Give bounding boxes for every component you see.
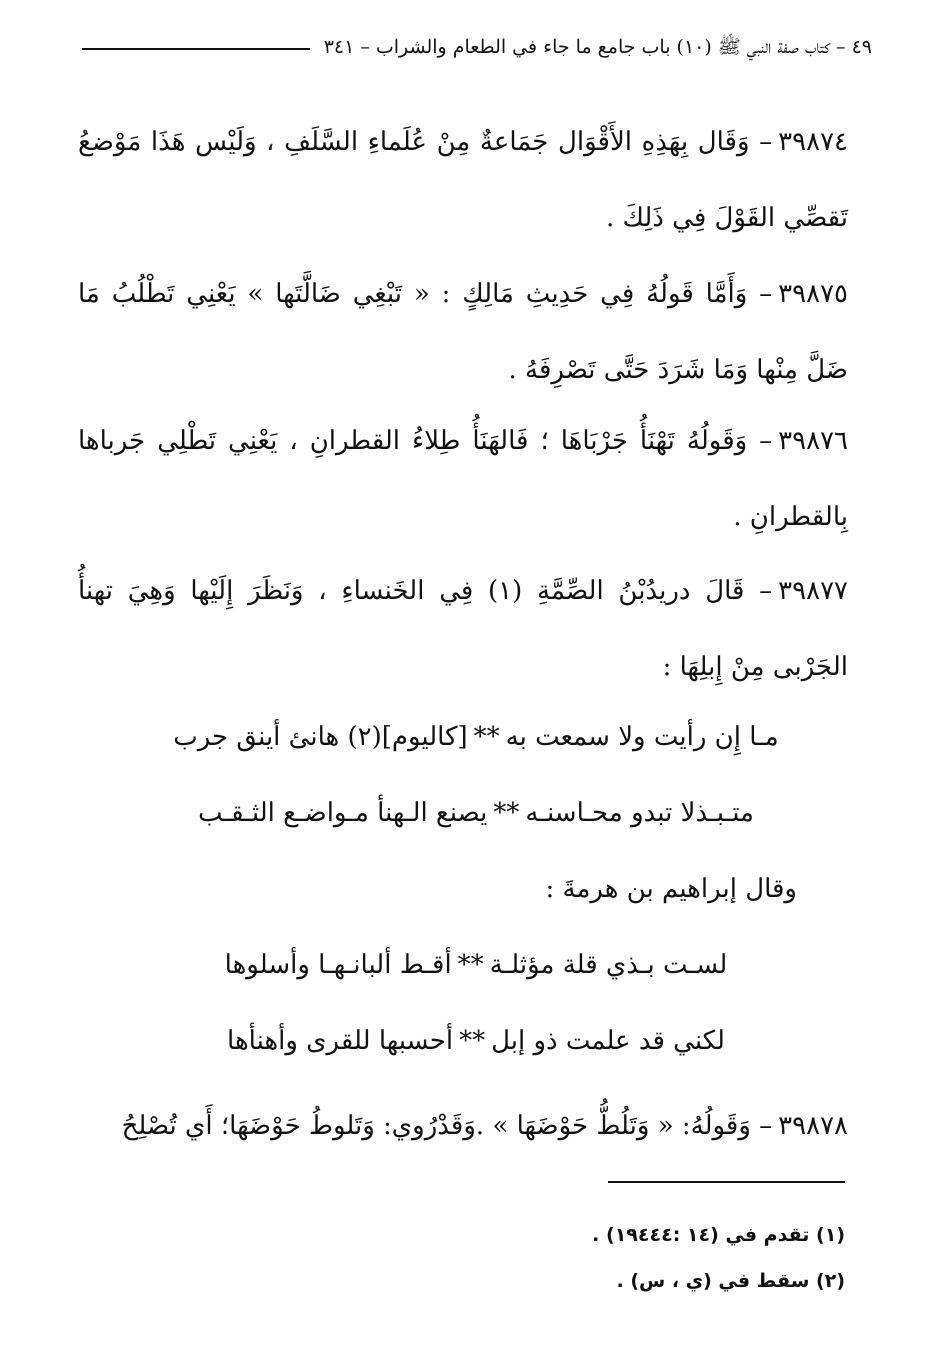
verse-hemistich-first: مـا إِن رأيت ولا سمعت به bbox=[505, 722, 779, 752]
verse-separator: ** bbox=[473, 722, 500, 752]
paragraph-text: – قَالَ دريدُبْنُ الصِّمَّةِ (١) فِي الخَنساءِ ، وَنَظَرَ إِلَيْها وَهِيَ تهنأُ الجَرْبى مِنْ إِبلِهَا : bbox=[78, 576, 848, 682]
paragraph-number: ٣٩٨٧٧ bbox=[778, 576, 848, 606]
verse-hemistich-second: أقـط ألبانـهـا وأسلوها bbox=[224, 950, 452, 980]
running-header bbox=[82, 34, 872, 64]
paragraph-number: ٣٩٨٧٦ bbox=[778, 426, 848, 456]
verse-line-1 bbox=[0, 722, 952, 752]
paragraph-39876 bbox=[78, 403, 848, 555]
verse-separator: ** bbox=[457, 950, 484, 980]
header-text: ٤٩ – كتاب صفة النبي ﷺ (١٠) باب جامع ما جاء في الطعام والشراب – ٣٤١ bbox=[323, 36, 872, 58]
verse-hemistich-first: متـبـذلا تبدو محـاسنـه bbox=[525, 798, 754, 828]
paragraph-text: – وَقَولُهُ تَهْنَأُ جَرْبَاهَا ؛ فَالهَنَأُ طِلاءُ القطرانِ ، يَعْنِي تَطْلِي جَرباها بِالقطرانِ . bbox=[78, 426, 848, 532]
verse-line-2 bbox=[0, 798, 952, 828]
verse-line-4 bbox=[0, 1026, 952, 1056]
paragraph-number: ٣٩٨٧٥ bbox=[778, 279, 848, 309]
footnote-2: (٢) سقط في (ي ، س) . bbox=[616, 1270, 845, 1292]
paragraph-39878 bbox=[78, 1088, 848, 1164]
paragraph-39877 bbox=[78, 553, 848, 705]
paragraph-39874 bbox=[78, 104, 848, 256]
paragraph-text: – وَأَمَّا قَولُهُ فِي حَدِيثِ مَالِكٍ : « تَبْغِي ضَالَّتَها » يَعْنِي تَطْلُبُ مَا ضَلَّ مِنْها وَمَا شَرَدَ حَتَّى تَصْرِفَهُ . bbox=[78, 279, 848, 385]
header-rule bbox=[82, 48, 310, 50]
paragraph-text: – وَقَال بِهَذِهِ الأَقْوَال جَمَاعةٌ مِنْ عُلَماءِ السَّلَفِ ، وَلَيْس هَذَا مَوْضعُ تَقصِّي القَوْلَ فِي ذَلِكَ . bbox=[78, 127, 848, 233]
paragraph-text: – وَقَولُهُ: « وَتَلُطُّ حَوْضَهَا » .وَقَدْرُوي: وَتَلوطُ حَوْضَهَا؛ أَي تُصْلِحُ bbox=[121, 1111, 773, 1141]
footnote-separator bbox=[608, 1181, 845, 1183]
intro-line: وقال إبراهيم بن هرمةَ : bbox=[545, 874, 797, 904]
paragraph-39875 bbox=[78, 256, 848, 408]
verse-separator: ** bbox=[459, 1026, 486, 1056]
verse-hemistich-second: أحسبها للقرى وأهنأها bbox=[227, 1026, 454, 1056]
verse-hemistich-first: لسـت بـذي قلة مؤثلـة bbox=[489, 950, 728, 980]
verse-hemistich-first: لكني قد علمت ذو إبل bbox=[491, 1026, 725, 1056]
verse-hemistich-second: يصنع الـهنأ مـواضـع الثـقـب bbox=[197, 798, 488, 828]
footnote-1: (١) تقدم في (١٤ :١٩٤٤٤) . bbox=[592, 1224, 845, 1246]
verse-separator: ** bbox=[493, 798, 520, 828]
paragraph-number: ٣٩٨٧٨ bbox=[778, 1111, 848, 1141]
verse-hemistich-second: [كاليوم](٢) هانئ أينق جرب bbox=[173, 722, 468, 752]
verse-line-3 bbox=[0, 950, 952, 980]
paragraph-number: ٣٩٨٧٤ bbox=[778, 127, 848, 157]
